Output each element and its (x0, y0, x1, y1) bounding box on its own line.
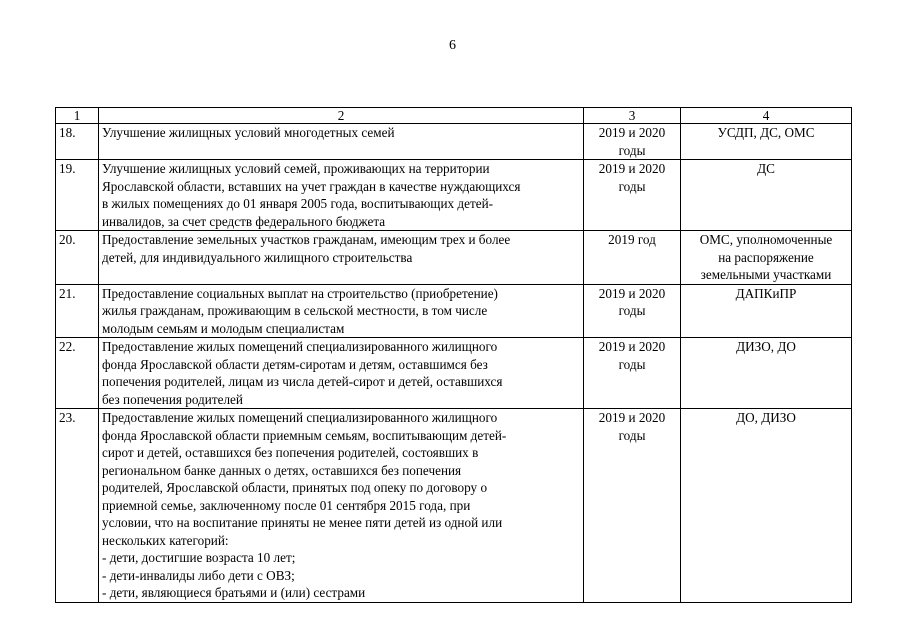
cell-text-line: - дети-инвалиды либо дети с ОВЗ; (102, 567, 295, 583)
period-cell (584, 160, 681, 231)
cell-text-line: на распоряжение (718, 249, 814, 265)
table-body (56, 108, 852, 603)
cell-text-line: жилья гражданам, проживающим в сельской местности, в том числе (102, 303, 488, 318)
header-cell: 4 (681, 108, 852, 124)
cell-text-line: годы (618, 178, 646, 194)
cell-text-line: Предоставление жилых помещений специализированного жилищного (102, 410, 498, 425)
measure-description-cell (99, 409, 584, 603)
row-number-cell: 23. (56, 409, 99, 603)
cell-text-line: сирот и детей, оставшихся без попечения родителей, состоявших в (102, 445, 479, 460)
cell-text-line: Ярославской области, вставших на учет граждан в качестве нуждающихся (102, 178, 521, 194)
table-row (56, 409, 852, 603)
table-row (56, 124, 852, 160)
executor-cell (681, 160, 852, 231)
row-number-cell: 22. (56, 338, 99, 409)
cell-text-line: 2019 и 2020 (598, 339, 666, 354)
cell-text-line: попечения родителей, лицам из числа детей-сирот и детей, оставшихся (102, 374, 503, 389)
row-number-cell: 19. (56, 160, 99, 231)
executor-cell (681, 124, 852, 160)
cell-text-line: ДАПКиПР (735, 285, 797, 301)
cell-text-line: ОМС, уполномоченные (699, 232, 833, 247)
cell-text-line: детей, для индивидуального жилищного строительства (102, 249, 413, 265)
executor-cell (681, 284, 852, 338)
cell-text-line: 2019 год (608, 232, 656, 247)
cell-text-line: 2019 и 2020 (598, 161, 666, 176)
cell-text-line: Улучшение жилищных условий многодетных семей (102, 125, 395, 140)
row-number-cell: 18. (56, 124, 99, 160)
measure-description-cell (99, 124, 584, 160)
header-cell: 3 (584, 108, 681, 124)
cell-text-line: ДО, ДИЗО (736, 410, 796, 425)
table-row (56, 338, 852, 409)
cell-text-line: без попечения родителей (102, 391, 243, 407)
table-row (56, 160, 852, 231)
cell-text-line: молодым семьям и молодым специалистам (102, 320, 345, 336)
cell-text-line: региональном банке данных о детях, оставшихся без попечения (102, 462, 462, 478)
header-cell: 1 (56, 108, 99, 124)
table-row (56, 284, 852, 338)
cell-text-line: фонда Ярославской области детям-сиротам и детям, оставшимся без (102, 356, 488, 372)
measure-description-cell (99, 231, 584, 285)
measure-description-cell (99, 160, 584, 231)
cell-text-line: ДИЗО, ДО (736, 339, 796, 354)
measure-description-cell (99, 284, 584, 338)
cell-text-line: Предоставление жилых помещений специализированного жилищного (102, 339, 498, 354)
table-header-row (56, 108, 852, 124)
cell-text-line: условии, что на воспитание приняты не менее пяти детей из одной или (102, 515, 503, 530)
cell-text-line: родителей, Ярославской области, принятых под опеку по договору о (102, 480, 488, 495)
cell-text-line: УСДП, ДС, ОМС (717, 125, 815, 140)
executor-cell (681, 338, 852, 409)
executor-cell (681, 409, 852, 603)
table-row (56, 231, 852, 285)
executor-cell (681, 231, 852, 285)
cell-text-line: инвалидов, за счет средств федерального бюджета (102, 213, 386, 229)
cell-text-line: Предоставление социальных выплат на строительство (приобретение) (102, 285, 498, 301)
page-number: 6 (449, 38, 456, 53)
cell-text-line: Улучшение жилищных условий семей, проживающих на территории (102, 161, 490, 176)
cell-text-line: годы (618, 427, 646, 443)
row-number-cell: 20. (56, 231, 99, 285)
cell-text-line: 2019 и 2020 (598, 125, 666, 140)
period-cell (584, 284, 681, 338)
cell-text-line: 2019 и 2020 (598, 285, 666, 301)
cell-text-line: 2019 и 2020 (598, 410, 666, 425)
cell-text-line: годы (618, 142, 646, 158)
cell-text-line: нескольких категорий: (102, 532, 229, 548)
cell-text-line: земельными участками (700, 267, 832, 282)
cell-text-line: в жилых помещениях до 01 января 2005 года, воспитывающих детей- (102, 196, 494, 211)
cell-text-line: годы (618, 303, 646, 318)
measures-table (55, 107, 852, 603)
cell-text-line: Предоставление земельных участков гражданам, имеющим трех и более (102, 232, 511, 247)
cell-text-line: - дети, являющиеся братьями и (или) сестрами (102, 585, 366, 600)
cell-text-line: годы (618, 356, 646, 372)
header-cell: 2 (99, 108, 584, 124)
cell-text-line: - дети, достигшие возраста 10 лет; (102, 550, 296, 565)
period-cell (584, 124, 681, 160)
period-cell (584, 338, 681, 409)
cell-text-line: ДС (757, 161, 775, 176)
row-number-cell: 21. (56, 284, 99, 338)
cell-text-line: фонда Ярославской области приемным семьям, воспитывающим детей- (102, 427, 507, 443)
period-cell (584, 231, 681, 285)
cell-text-line: приемной семье, заключенному после 01 сентября 2015 года, при (102, 497, 471, 513)
measure-description-cell (99, 338, 584, 409)
period-cell (584, 409, 681, 603)
